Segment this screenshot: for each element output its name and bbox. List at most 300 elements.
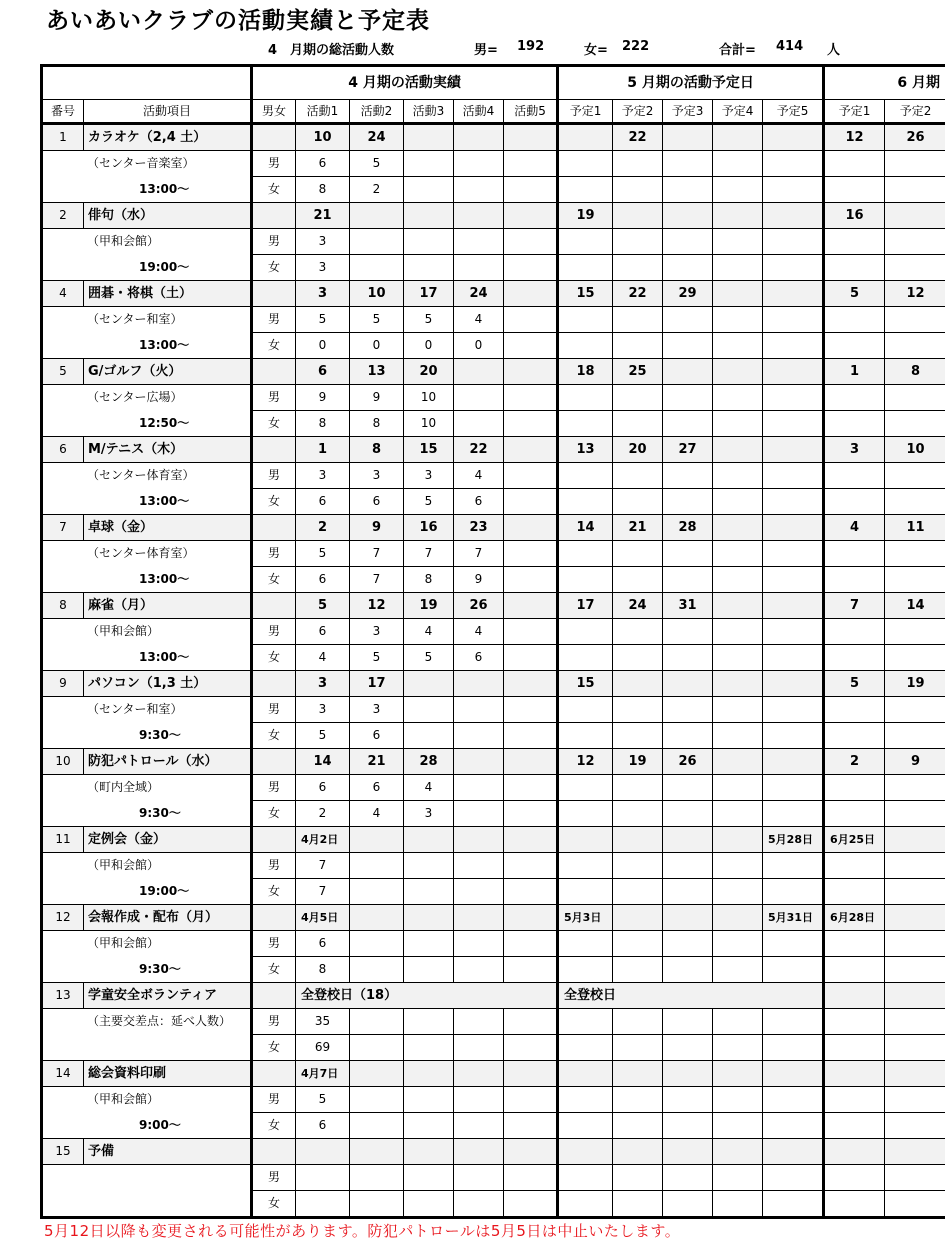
male-count-cell: 3 bbox=[296, 229, 350, 255]
may-empty-cell bbox=[663, 489, 713, 515]
june-empty-cell bbox=[824, 1087, 885, 1113]
may-plan-date: 15 bbox=[558, 281, 613, 307]
male-count-cell bbox=[504, 463, 558, 489]
april-activity-date: 12 bbox=[350, 593, 404, 619]
female-count-cell: 10 bbox=[404, 411, 454, 437]
may-empty-cell bbox=[613, 567, 663, 593]
may-empty-cell bbox=[763, 853, 824, 879]
may-plan-date bbox=[558, 1061, 613, 1087]
may-plan-date: 20 bbox=[613, 437, 663, 463]
activity-male-row bbox=[42, 697, 945, 723]
male-count-cell: 5 bbox=[350, 307, 404, 333]
april-activity-date bbox=[454, 749, 504, 775]
may-empty-cell bbox=[663, 151, 713, 177]
may-empty-cell bbox=[558, 307, 613, 333]
activity-location: （町内全域） bbox=[42, 775, 252, 801]
female-count-cell bbox=[504, 723, 558, 749]
activity-location: （甲和会館） bbox=[42, 619, 252, 645]
june-empty-cell bbox=[824, 931, 885, 957]
activity-female-row bbox=[42, 567, 945, 593]
activity-location: （センター体育室） bbox=[42, 463, 252, 489]
may-empty-cell bbox=[763, 775, 824, 801]
activity-header-row bbox=[42, 593, 945, 619]
april-activity-date bbox=[504, 827, 558, 853]
male-count-cell bbox=[454, 385, 504, 411]
april-activity-date: 2 bbox=[296, 515, 350, 541]
may-empty-cell bbox=[763, 255, 824, 281]
may-empty-cell bbox=[613, 255, 663, 281]
may-empty-cell bbox=[613, 957, 663, 983]
female-count-cell bbox=[404, 1191, 454, 1218]
activity-location: （センター体育室） bbox=[42, 541, 252, 567]
june-plan-date bbox=[885, 983, 945, 1009]
male-count-cell: 3 bbox=[296, 463, 350, 489]
may-empty-cell bbox=[713, 645, 763, 671]
female-count-cell bbox=[404, 255, 454, 281]
may-empty-cell bbox=[713, 177, 763, 203]
may-empty-cell bbox=[763, 463, 824, 489]
male-count-cell: 7 bbox=[350, 541, 404, 567]
may-empty-cell bbox=[713, 1165, 763, 1191]
april-activity-date: 19 bbox=[404, 593, 454, 619]
activity-location: （センター和室） bbox=[42, 307, 252, 333]
may-empty-cell bbox=[713, 723, 763, 749]
activity-time: 9:30～ bbox=[42, 957, 252, 983]
may-empty-cell bbox=[763, 151, 824, 177]
female-count-cell: 0 bbox=[350, 333, 404, 359]
activity-time: 9:30～ bbox=[42, 801, 252, 827]
male-count-cell: 6 bbox=[350, 775, 404, 801]
activity-header-row bbox=[42, 124, 945, 151]
may-empty-cell bbox=[558, 1035, 613, 1061]
activity-male-row bbox=[42, 307, 945, 333]
may-empty-cell bbox=[713, 151, 763, 177]
may-plan-date bbox=[763, 1061, 824, 1087]
june-empty-cell bbox=[824, 697, 885, 723]
female-count-cell bbox=[454, 255, 504, 281]
may-empty-cell bbox=[713, 853, 763, 879]
male-count-cell bbox=[504, 1009, 558, 1035]
activity-name: 卓球（金） bbox=[84, 515, 252, 541]
may-empty-cell bbox=[558, 723, 613, 749]
may-empty-cell bbox=[763, 801, 824, 827]
activity-female-row bbox=[42, 801, 945, 827]
male-count-cell bbox=[454, 151, 504, 177]
june-empty-cell bbox=[824, 255, 885, 281]
may-empty-cell bbox=[663, 411, 713, 437]
summary-female-label: 女= bbox=[584, 43, 608, 58]
may-empty-cell bbox=[713, 697, 763, 723]
male-count-cell: 5 bbox=[404, 307, 454, 333]
april-activity-date bbox=[504, 749, 558, 775]
may-plan-date: 19 bbox=[558, 203, 613, 229]
june-empty-cell bbox=[885, 1009, 945, 1035]
may-empty-cell bbox=[713, 1113, 763, 1139]
female-count-cell: 7 bbox=[296, 879, 350, 905]
female-count-cell bbox=[504, 957, 558, 983]
may-empty-cell bbox=[763, 1165, 824, 1191]
column-header-row bbox=[42, 100, 945, 124]
may-empty-cell bbox=[663, 931, 713, 957]
activity-name: 学童安全ボランティア bbox=[84, 983, 252, 1009]
may-empty-cell bbox=[613, 853, 663, 879]
june-empty-cell bbox=[824, 411, 885, 437]
april-activity-date: 10 bbox=[350, 281, 404, 307]
may-empty-cell bbox=[613, 931, 663, 957]
col-header-may-plan4: 予定4 bbox=[713, 100, 763, 124]
may-plan-date bbox=[613, 1139, 663, 1165]
col-header-activity: 活動項目 bbox=[84, 100, 252, 124]
may-empty-cell bbox=[613, 385, 663, 411]
may-empty-cell bbox=[613, 1113, 663, 1139]
male-count-cell bbox=[504, 151, 558, 177]
male-count-cell: 6 bbox=[296, 619, 350, 645]
col-header-june-plan2: 予定2 bbox=[885, 100, 945, 124]
activity-female-row bbox=[42, 645, 945, 671]
activity-location: （甲和会館） bbox=[42, 853, 252, 879]
june-empty-cell bbox=[824, 1191, 885, 1218]
may-empty-cell bbox=[663, 801, 713, 827]
may-empty-cell bbox=[558, 151, 613, 177]
gender-blank-cell bbox=[252, 281, 296, 307]
june-empty-cell bbox=[824, 463, 885, 489]
summary-female-count: 222 bbox=[622, 39, 650, 54]
gender-male-label: 男 bbox=[252, 853, 296, 879]
male-count-cell: 9 bbox=[296, 385, 350, 411]
col-header-activity3: 活動3 bbox=[404, 100, 454, 124]
activity-header-row bbox=[42, 359, 945, 385]
activity-name: 防犯パトロール（水） bbox=[84, 749, 252, 775]
april-activity-date: 24 bbox=[454, 281, 504, 307]
may-plan-date bbox=[663, 671, 713, 697]
may-plan-date bbox=[713, 124, 763, 151]
june-plan-date: 3 bbox=[824, 437, 885, 463]
june-empty-cell bbox=[824, 541, 885, 567]
june-plan-date bbox=[885, 203, 945, 229]
male-count-cell: 3 bbox=[296, 697, 350, 723]
activity-header-row bbox=[42, 1139, 945, 1165]
gender-male-label: 男 bbox=[252, 151, 296, 177]
june-plan-date bbox=[824, 983, 885, 1009]
male-count-cell bbox=[404, 1165, 454, 1191]
female-count-cell bbox=[454, 411, 504, 437]
activity-table bbox=[40, 64, 945, 1219]
activity-number: 6 bbox=[42, 437, 84, 463]
male-count-cell bbox=[454, 697, 504, 723]
female-count-cell: 8 bbox=[350, 411, 404, 437]
may-plan-date bbox=[763, 359, 824, 385]
may-plan-date: 28 bbox=[663, 515, 713, 541]
male-count-cell bbox=[504, 619, 558, 645]
may-empty-cell bbox=[558, 697, 613, 723]
june-plan-date: 14 bbox=[885, 593, 945, 619]
april-activity-date bbox=[454, 905, 504, 931]
may-empty-cell bbox=[763, 879, 824, 905]
may-empty-cell bbox=[558, 333, 613, 359]
june-plan-date: 5 bbox=[824, 281, 885, 307]
activity-time: 9:30～ bbox=[42, 723, 252, 749]
may-empty-cell bbox=[558, 177, 613, 203]
male-count-cell bbox=[504, 1165, 558, 1191]
summary-male-label: 男= bbox=[474, 43, 498, 58]
may-empty-cell bbox=[663, 177, 713, 203]
male-count-cell bbox=[454, 931, 504, 957]
may-empty-cell bbox=[613, 775, 663, 801]
blank-header-cell bbox=[42, 66, 252, 100]
june-group-header: 6 月期 bbox=[824, 66, 945, 100]
june-plan-date bbox=[824, 1139, 885, 1165]
female-count-cell: 8 bbox=[296, 411, 350, 437]
may-empty-cell bbox=[713, 385, 763, 411]
activity-male-row bbox=[42, 619, 945, 645]
female-count-cell: 9 bbox=[454, 567, 504, 593]
activity-header-row bbox=[42, 983, 945, 1009]
may-empty-cell bbox=[558, 931, 613, 957]
june-empty-cell bbox=[885, 1165, 945, 1191]
footer-note: 5月12日以降も変更される可能性があります。防犯パトロールは5月5日は中止いたします。 bbox=[44, 1222, 681, 1240]
female-count-cell bbox=[454, 1035, 504, 1061]
activity-male-row bbox=[42, 1009, 945, 1035]
may-empty-cell bbox=[763, 957, 824, 983]
may-empty-cell bbox=[613, 463, 663, 489]
male-count-cell bbox=[504, 1087, 558, 1113]
activity-female-row bbox=[42, 255, 945, 281]
female-count-cell: 8 bbox=[296, 957, 350, 983]
june-plan-date: 8 bbox=[885, 359, 945, 385]
activity-name: 会報作成・配布（月） bbox=[84, 905, 252, 931]
april-activity-date: 3 bbox=[296, 671, 350, 697]
gender-blank-cell bbox=[252, 671, 296, 697]
may-empty-cell bbox=[763, 1009, 824, 1035]
activity-header-row bbox=[42, 827, 945, 853]
activity-location: （センター広場） bbox=[42, 385, 252, 411]
gender-blank-cell bbox=[252, 593, 296, 619]
may-empty-cell bbox=[713, 489, 763, 515]
may-plan-date bbox=[613, 1061, 663, 1087]
gender-male-label: 男 bbox=[252, 1009, 296, 1035]
summary-period: 4 月期の総活動人数 bbox=[268, 43, 395, 58]
female-count-cell bbox=[454, 1113, 504, 1139]
female-count-cell: 5 bbox=[404, 645, 454, 671]
female-count-cell: 6 bbox=[296, 1113, 350, 1139]
female-count-cell: 5 bbox=[296, 723, 350, 749]
activity-male-row bbox=[42, 151, 945, 177]
april-activity-date bbox=[404, 124, 454, 151]
female-count-cell: 2 bbox=[350, 177, 404, 203]
activity-female-row bbox=[42, 957, 945, 983]
female-count-cell: 5 bbox=[404, 489, 454, 515]
col-header-may-plan5: 予定5 bbox=[763, 100, 824, 124]
female-count-cell bbox=[454, 723, 504, 749]
activity-location: （甲和会館） bbox=[42, 1087, 252, 1113]
april-activity-date bbox=[504, 1139, 558, 1165]
male-count-cell bbox=[404, 697, 454, 723]
may-empty-cell bbox=[663, 385, 713, 411]
april-activity-date bbox=[350, 203, 404, 229]
june-empty-cell bbox=[885, 255, 945, 281]
male-count-cell bbox=[404, 1087, 454, 1113]
female-count-cell bbox=[504, 177, 558, 203]
female-count-cell: 3 bbox=[296, 255, 350, 281]
may-empty-cell bbox=[763, 541, 824, 567]
activity-female-row bbox=[42, 1191, 945, 1218]
gender-female-label: 女 bbox=[252, 177, 296, 203]
june-empty-cell bbox=[824, 645, 885, 671]
female-count-cell bbox=[504, 333, 558, 359]
activity-number: 5 bbox=[42, 359, 84, 385]
june-empty-cell bbox=[885, 177, 945, 203]
gender-female-label: 女 bbox=[252, 567, 296, 593]
gender-male-label: 男 bbox=[252, 307, 296, 333]
june-empty-cell bbox=[824, 853, 885, 879]
may-empty-cell bbox=[763, 307, 824, 333]
may-empty-cell bbox=[713, 307, 763, 333]
may-empty-cell bbox=[763, 723, 824, 749]
june-empty-cell bbox=[885, 1035, 945, 1061]
male-count-cell bbox=[404, 853, 454, 879]
activity-location: （甲和会館） bbox=[42, 229, 252, 255]
may-empty-cell bbox=[663, 775, 713, 801]
female-count-cell bbox=[404, 879, 454, 905]
female-count-cell bbox=[454, 1191, 504, 1218]
april-activity-date bbox=[504, 359, 558, 385]
april-activity-date: 17 bbox=[404, 281, 454, 307]
may-plan-date bbox=[713, 437, 763, 463]
may-empty-cell bbox=[613, 229, 663, 255]
april-activity-date: 4月7日 bbox=[296, 1061, 350, 1087]
may-plan-date bbox=[763, 281, 824, 307]
june-plan-date bbox=[824, 1061, 885, 1087]
col-header-may-plan1: 予定1 bbox=[558, 100, 613, 124]
june-empty-cell bbox=[885, 411, 945, 437]
may-empty-cell bbox=[613, 489, 663, 515]
activity-female-row bbox=[42, 411, 945, 437]
female-count-cell bbox=[504, 255, 558, 281]
june-plan-date: 6月28日 bbox=[824, 905, 885, 931]
female-count-cell bbox=[454, 177, 504, 203]
activity-name: パソコン（1,3 土） bbox=[84, 671, 252, 697]
may-empty-cell bbox=[558, 385, 613, 411]
gender-female-label: 女 bbox=[252, 723, 296, 749]
gender-male-label: 男 bbox=[252, 775, 296, 801]
col-header-activity1: 活動1 bbox=[296, 100, 350, 124]
june-plan-date: 4 bbox=[824, 515, 885, 541]
activity-female-row bbox=[42, 1035, 945, 1061]
may-empty-cell bbox=[713, 1035, 763, 1061]
june-plan-date: 10 bbox=[885, 437, 945, 463]
gender-blank-cell bbox=[252, 905, 296, 931]
may-empty-cell bbox=[663, 619, 713, 645]
female-count-cell: 0 bbox=[296, 333, 350, 359]
may-empty-cell bbox=[558, 775, 613, 801]
april-activity-date bbox=[404, 827, 454, 853]
april-span-cell: 全登校日（18） bbox=[296, 983, 558, 1009]
april-activity-date bbox=[504, 437, 558, 463]
activity-male-row bbox=[42, 463, 945, 489]
april-activity-date bbox=[350, 1139, 404, 1165]
may-empty-cell bbox=[613, 333, 663, 359]
may-empty-cell bbox=[613, 177, 663, 203]
may-empty-cell bbox=[613, 697, 663, 723]
female-count-cell: 6 bbox=[296, 567, 350, 593]
may-empty-cell bbox=[558, 229, 613, 255]
female-count-cell: 0 bbox=[454, 333, 504, 359]
activity-summary bbox=[0, 39, 945, 57]
may-plan-date bbox=[763, 124, 824, 151]
may-plan-date bbox=[613, 827, 663, 853]
may-empty-cell bbox=[763, 931, 824, 957]
gender-female-label: 女 bbox=[252, 255, 296, 281]
male-count-cell: 4 bbox=[404, 619, 454, 645]
june-empty-cell bbox=[824, 229, 885, 255]
may-empty-cell bbox=[763, 489, 824, 515]
may-empty-cell bbox=[713, 1087, 763, 1113]
april-activity-date: 10 bbox=[296, 124, 350, 151]
gender-female-label: 女 bbox=[252, 957, 296, 983]
may-empty-cell bbox=[713, 619, 763, 645]
april-activity-date: 4月2日 bbox=[296, 827, 350, 853]
june-empty-cell bbox=[824, 1035, 885, 1061]
april-activity-date: 1 bbox=[296, 437, 350, 463]
april-activity-date bbox=[404, 905, 454, 931]
may-plan-date: 12 bbox=[558, 749, 613, 775]
gender-blank-cell bbox=[252, 1139, 296, 1165]
female-count-cell bbox=[454, 957, 504, 983]
female-count-cell bbox=[404, 1113, 454, 1139]
activity-time: 13:00～ bbox=[42, 177, 252, 203]
may-empty-cell bbox=[713, 541, 763, 567]
may-empty-cell bbox=[558, 853, 613, 879]
may-empty-cell bbox=[663, 229, 713, 255]
activity-name: 予備 bbox=[84, 1139, 252, 1165]
may-empty-cell bbox=[613, 1087, 663, 1113]
may-plan-date: 5月31日 bbox=[763, 905, 824, 931]
may-plan-date bbox=[713, 203, 763, 229]
april-activity-date bbox=[404, 671, 454, 697]
female-count-cell bbox=[504, 879, 558, 905]
may-plan-date bbox=[558, 1139, 613, 1165]
may-empty-cell bbox=[763, 333, 824, 359]
june-empty-cell bbox=[824, 489, 885, 515]
gender-blank-cell bbox=[252, 359, 296, 385]
april-group-header: 4 月期の活動実績 bbox=[252, 66, 558, 100]
may-plan-date bbox=[663, 203, 713, 229]
male-count-cell: 7 bbox=[296, 853, 350, 879]
may-empty-cell bbox=[558, 541, 613, 567]
male-count-cell bbox=[504, 853, 558, 879]
male-count-cell bbox=[350, 1009, 404, 1035]
male-count-cell bbox=[404, 151, 454, 177]
june-empty-cell bbox=[885, 385, 945, 411]
activity-name: 俳句（水） bbox=[84, 203, 252, 229]
june-empty-cell bbox=[885, 1113, 945, 1139]
may-empty-cell bbox=[558, 489, 613, 515]
may-empty-cell bbox=[558, 1009, 613, 1035]
female-count-cell: 0 bbox=[404, 333, 454, 359]
male-count-cell bbox=[504, 541, 558, 567]
female-count-cell: 69 bbox=[296, 1035, 350, 1061]
female-count-cell bbox=[454, 801, 504, 827]
activity-header-row bbox=[42, 203, 945, 229]
male-count-cell bbox=[504, 307, 558, 333]
may-empty-cell bbox=[663, 255, 713, 281]
female-count-cell: 4 bbox=[350, 801, 404, 827]
may-empty-cell bbox=[713, 411, 763, 437]
may-empty-cell bbox=[558, 879, 613, 905]
may-plan-date bbox=[713, 827, 763, 853]
female-count-cell: 6 bbox=[350, 723, 404, 749]
june-empty-cell bbox=[885, 567, 945, 593]
